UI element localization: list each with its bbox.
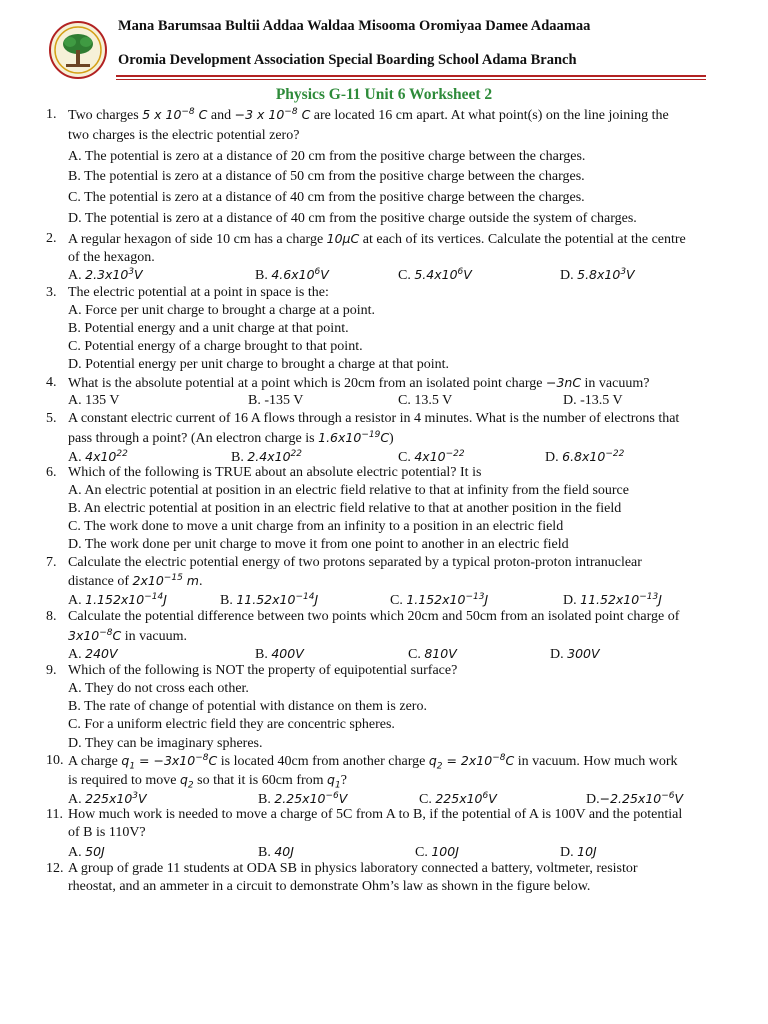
question-4-text: What is the absolute potential at a point which is 20cm from an isolated point charge −3nC in vacuum? xyxy=(68,375,650,391)
question-7-option-c: C. $1.152x10^{-13}J$ xyxy=(390,591,489,608)
school-name-oromo: Mana Barumsaa Bultii Addaa Waldaa Misooma Oromiyaa Damee Adaamaa xyxy=(118,18,591,34)
math-expr: 10μC xyxy=(326,231,360,246)
question-10-text: A charge $q_1 = -3x10^{-8}C$ is located 40cm from another charge $q_2 = 2x10^{-8}C$ in vacuum. How much work xyxy=(68,752,678,772)
question-1-text: Two charges 5 x $10^{-8}$ C and −3 x $10^{-8}$ C are located 16 cm apart. At what point(s) on the line joining the xyxy=(68,106,669,123)
header-divider xyxy=(116,75,706,77)
question-1-option-a: A. The potential is zero at a distance of 20 cm from the positive charge between the charges. xyxy=(68,149,586,164)
question-2-option-c: C. $5.4x10^6V$ xyxy=(398,266,472,283)
question-number: 4. xyxy=(46,375,57,390)
question-11-text: How much work is needed to move a charge of 5C from A to B, if the potential of A is 100V and the potential xyxy=(68,807,683,822)
question-8-text: Calculate the potential difference between two points which 20cm and 50cm from an isolated point charge of xyxy=(68,609,680,624)
question-3-option-c: C. Potential energy of a charge brought to that point. xyxy=(68,339,363,354)
question-12-text-cont: rheostat, and an ammeter in a circuit to demonstrate Ohm’s law as shown in the figure below. xyxy=(68,879,591,894)
question-2-text-cont: of the hexagon. xyxy=(68,250,155,265)
question-1-text-cont: two charges is the electric potential zero? xyxy=(68,128,300,143)
question-10-option-c: C. $225x10^6V$ xyxy=(419,790,497,807)
question-9-option-a: A. They do not cross each other. xyxy=(68,681,249,696)
question-number: 2. xyxy=(46,231,57,246)
question-5-text: A constant electric current of 16 A flows through a resistor in 4 minutes. What is the number of electrons that xyxy=(68,411,680,426)
question-6-option-b: B. An electric potential at position in an electric field relative to that at another position in the field xyxy=(68,501,622,516)
header-divider-thin xyxy=(116,79,706,80)
question-5-text-cont: pass through a point? (An electron charge is $1.6x10^{-19}C$) xyxy=(68,429,394,446)
question-number: 7. xyxy=(46,555,57,570)
question-number: 9. xyxy=(46,663,57,678)
question-5-option-a: A. $4x10^{22}$ xyxy=(68,448,128,465)
school-name-english: Oromia Development Association Special Boarding School Adama Branch xyxy=(118,52,577,68)
question-11-option-a: A. 50J xyxy=(68,844,105,860)
question-number: 10. xyxy=(46,753,64,768)
math-expr: $q_2 = 2x10^{-8}C$ xyxy=(428,752,515,772)
question-7-option-a: A. $1.152x10^{-14}J$ xyxy=(68,591,167,608)
question-9-option-c: C. For a uniform electric field they are concentric spheres. xyxy=(68,717,395,732)
question-4-option-c: C. 13.5 V xyxy=(398,393,453,408)
question-8-option-b: B. 400V xyxy=(255,646,304,662)
question-number: 6. xyxy=(46,465,57,480)
question-11-text-cont: of B is 110V? xyxy=(68,825,146,840)
question-6-text: Which of the following is TRUE about an absolute electric potential? It is xyxy=(68,465,482,480)
question-5-option-b: B. $2.4x10^{22}$ xyxy=(231,448,302,465)
question-number: 1. xyxy=(46,107,57,122)
question-5-option-d: D. $6.8x10^{-22}$ xyxy=(545,448,625,465)
question-11-option-b: B. 40J xyxy=(258,844,294,860)
question-2-option-b: B. $4.6x10^6V$ xyxy=(255,266,329,283)
worksheet-title: Physics G-11 Unit 6 Worksheet 2 xyxy=(275,86,493,103)
question-7-text: Calculate the electric potential energy of two protons separated by a typical proton-proton intranuclear xyxy=(68,555,642,570)
question-7-text-cont: distance of $2x10^{-15}$ m. xyxy=(68,572,203,589)
question-7-option-b: B. $11.52x10^{-14}J$ xyxy=(220,591,319,608)
question-4-option-b: B. -135 V xyxy=(248,393,304,408)
question-10-option-d: $D.-2.25x10^{-6}V$ xyxy=(586,790,684,807)
question-4-option-a: A. 135 V xyxy=(68,393,120,408)
question-9-option-b: B. The rate of change of potential with distance on them is zero. xyxy=(68,699,427,714)
question-9-text: Which of the following is NOT the property of equipotential surface? xyxy=(68,663,458,678)
question-6-option-c: C. The work done to move a unit charge from an infinity to a position in an electric field xyxy=(68,519,564,534)
question-10-option-b: B. $2.25x10^{-6}V$ xyxy=(258,790,348,807)
question-8-option-d: D. 300V xyxy=(550,646,600,662)
question-10-option-a: A. $225x10^3V$ xyxy=(68,790,147,807)
question-5-option-c: C. $4x10^{-22}$ xyxy=(398,448,465,465)
question-12-text: A group of grade 11 students at ODA SB in physics laboratory connected a battery, voltmeter, resistor xyxy=(68,861,638,876)
math-expr: $3x10^{-8}C$ xyxy=(68,627,122,643)
question-number: 3. xyxy=(46,285,57,300)
question-7-option-d: D. $11.52x10^{-13}J$ xyxy=(563,591,662,608)
question-1-option-d: D. The potential is zero at a distance of 40 cm from the positive charge outside the system of charges. xyxy=(68,211,637,226)
math-expr: −3 x $10^{-8}$ C xyxy=(234,106,311,122)
question-6-option-d: D. The work done per unit charge to move it from one point to another in an electric field xyxy=(68,537,569,552)
math-expr: $q_1 = -3x10^{-8}C$ xyxy=(121,752,218,772)
question-6-option-a: A. An electric potential at position in an electric field relative to that at infinity from the field source xyxy=(68,483,629,498)
question-1-option-b: B. The potential is zero at a distance of 50 cm from the positive charge between the charges. xyxy=(68,169,585,184)
question-11-option-c: C. 100J xyxy=(415,844,459,860)
question-number: 8. xyxy=(46,609,57,624)
question-2-option-d: D. $5.8x10^3V$ xyxy=(560,266,635,283)
question-3-option-b: B. Potential energy and a unit charge at that point. xyxy=(68,321,349,336)
question-9-option-d: D. They can be imaginary spheres. xyxy=(68,736,263,751)
question-number: 5. xyxy=(46,411,57,426)
math-expr: $2x10^{-15}$ m xyxy=(132,572,199,588)
question-2-option-a: A. $2.3x10^3V$ xyxy=(68,266,143,283)
question-4-option-d: D. -13.5 V xyxy=(563,393,623,408)
question-11-option-d: D. 10J xyxy=(560,844,597,860)
question-3-option-a: A. Force per unit charge to brought a charge at a point. xyxy=(68,303,375,318)
question-number: 11. xyxy=(46,807,63,822)
math-expr: −3nC xyxy=(545,375,582,390)
question-1-option-c: C. The potential is zero at a distance of 40 cm from the positive charge between the charges. xyxy=(68,190,585,205)
math-expr: 5 x $10^{-8}$ C xyxy=(142,106,208,122)
question-8-text-cont: $3x10^{-8}C$ in vacuum. xyxy=(68,627,187,644)
question-8-option-c: C. 810V xyxy=(408,646,457,662)
question-10-text-cont: is required to move $q_2$ so that it is 60cm from $q_1$? xyxy=(68,772,347,791)
question-3-option-d: D. Potential energy per unit charge to brought a charge at that point. xyxy=(68,357,450,372)
question-number: 12. xyxy=(46,861,64,876)
math-expr: $1.6x10^{-19}C$ xyxy=(318,429,390,445)
question-2-text: A regular hexagon of side 10 cm has a charge 10μC at each of its vertices. Calculate the potential at the centre xyxy=(68,231,686,247)
question-8-option-a: A. 240V xyxy=(68,646,118,662)
school-crest-tree-icon xyxy=(48,20,108,80)
question-3-text: The electric potential at a point in space is the: xyxy=(68,285,329,300)
